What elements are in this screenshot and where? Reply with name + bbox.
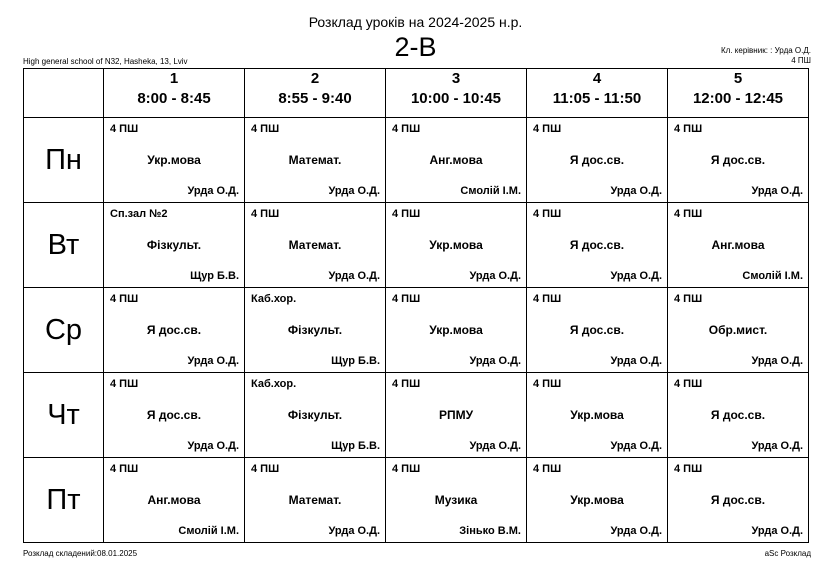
lesson-card xyxy=(386,373,526,457)
lesson-cell xyxy=(527,118,668,203)
lesson-room: 4 ПШ xyxy=(533,208,562,220)
lesson-subject: Музика xyxy=(434,493,478,507)
lesson-subject: Математ. xyxy=(288,153,342,167)
lesson-subject: Математ. xyxy=(288,493,342,507)
lesson-subject: Укр.мова xyxy=(429,323,483,337)
class-name: 2-В xyxy=(394,32,437,62)
lesson-cell xyxy=(527,458,668,543)
created-date: Розклад складений:08.01.2025 xyxy=(23,549,138,558)
lesson-card xyxy=(386,203,526,287)
homeroom-teacher: Кл. керівник: : Урда О.Д. xyxy=(721,46,811,55)
period-number: 4 xyxy=(592,70,602,87)
lesson-subject: Анг.мова xyxy=(711,238,765,252)
lesson-room: Каб.хор. xyxy=(251,378,297,390)
lesson-card xyxy=(668,458,808,542)
period-number: 5 xyxy=(733,70,743,87)
lesson-card xyxy=(104,118,244,202)
day-label: Пт xyxy=(24,458,104,543)
lesson-card xyxy=(527,203,667,287)
lesson-card xyxy=(527,458,667,542)
lesson-cell xyxy=(527,203,668,288)
lesson-teacher: Урда О.Д. xyxy=(328,185,380,197)
lesson-cell xyxy=(104,373,245,458)
day-label: Пн xyxy=(24,118,104,203)
lesson-subject: Анг.мова xyxy=(429,153,483,167)
day-row xyxy=(24,118,809,203)
lesson-room: 4 ПШ xyxy=(392,378,421,390)
lesson-card xyxy=(386,118,526,202)
lesson-card xyxy=(245,458,385,542)
lesson-room: 4 ПШ xyxy=(251,463,280,475)
lesson-teacher: Урда О.Д. xyxy=(328,525,380,537)
period-header xyxy=(527,69,668,118)
lesson-subject: Фізкульт. xyxy=(146,238,202,252)
lesson-teacher: Урда О.Д. xyxy=(469,440,521,452)
lesson-room: Сп.зал №2 xyxy=(110,208,168,220)
lesson-subject: Я дос.св. xyxy=(569,323,625,337)
lesson-card xyxy=(104,203,244,287)
lesson-room: 4 ПШ xyxy=(533,463,562,475)
lesson-room: 4 ПШ xyxy=(533,378,562,390)
homeroom-room: 4 ПШ xyxy=(791,56,811,65)
lesson-card xyxy=(245,373,385,457)
lesson-cell xyxy=(386,373,527,458)
lesson-teacher: Урда О.Д. xyxy=(751,185,803,197)
lesson-room: 4 ПШ xyxy=(533,293,562,305)
lesson-teacher: Щур Б.В. xyxy=(190,270,239,282)
lesson-teacher: Урда О.Д. xyxy=(469,270,521,282)
lesson-subject: РПМУ xyxy=(438,408,474,422)
lesson-card xyxy=(527,118,667,202)
day-row xyxy=(24,288,809,373)
lesson-teacher: Урда О.Д. xyxy=(187,355,239,367)
lesson-room: 4 ПШ xyxy=(392,293,421,305)
lesson-subject: Укр.мова xyxy=(570,493,624,507)
lesson-subject: Я дос.св. xyxy=(710,493,766,507)
day-row xyxy=(24,373,809,458)
day-label: Ср xyxy=(24,288,104,373)
homeroom-teacher-block xyxy=(721,46,811,66)
period-header xyxy=(245,69,386,118)
lesson-room: 4 ПШ xyxy=(674,123,703,135)
period-time: 8:00 - 8:45 xyxy=(137,90,211,107)
lesson-cell xyxy=(245,373,386,458)
lesson-card xyxy=(527,288,667,372)
lesson-cell xyxy=(245,203,386,288)
lesson-card xyxy=(386,288,526,372)
lesson-subject: Я дос.св. xyxy=(146,408,202,422)
lesson-subject: Фізкульт. xyxy=(287,408,343,422)
lesson-card xyxy=(104,373,244,457)
lesson-room: 4 ПШ xyxy=(392,463,421,475)
lesson-subject: Математ. xyxy=(288,238,342,252)
lesson-room: 4 ПШ xyxy=(674,208,703,220)
lesson-teacher: Урда О.Д. xyxy=(469,355,521,367)
lesson-room: 4 ПШ xyxy=(392,208,421,220)
lesson-cell xyxy=(104,288,245,373)
lesson-teacher: Зінько В.М. xyxy=(459,525,521,537)
lesson-cell xyxy=(386,203,527,288)
period-time: 11:05 - 11:50 xyxy=(552,90,642,107)
lesson-cell xyxy=(527,373,668,458)
lesson-subject: Фізкульт. xyxy=(287,323,343,337)
lesson-teacher: Урда О.Д. xyxy=(610,440,662,452)
day-row xyxy=(24,458,809,543)
lesson-room: Каб.хор. xyxy=(251,293,297,305)
lesson-teacher: Смолій І.М. xyxy=(178,525,239,537)
period-header xyxy=(104,69,245,118)
lesson-card xyxy=(386,458,526,542)
period-header-row xyxy=(24,69,809,118)
lesson-teacher: Урда О.Д. xyxy=(328,270,380,282)
school-name: High general school of N32, Hasheka, 13, Lviv xyxy=(23,57,188,66)
lesson-teacher: Урда О.Д. xyxy=(751,525,803,537)
lesson-cell xyxy=(668,203,809,288)
lesson-cell xyxy=(527,288,668,373)
lesson-cell xyxy=(668,458,809,543)
lesson-cell xyxy=(668,288,809,373)
lesson-teacher: Смолій І.М. xyxy=(460,185,521,197)
lesson-room: 4 ПШ xyxy=(533,123,562,135)
lesson-subject: Анг.мова xyxy=(147,493,201,507)
period-number: 1 xyxy=(169,70,179,87)
lesson-room: 4 ПШ xyxy=(110,123,139,135)
lesson-teacher: Урда О.Д. xyxy=(751,440,803,452)
lesson-card xyxy=(245,118,385,202)
day-row xyxy=(24,203,809,288)
lesson-cell xyxy=(104,203,245,288)
lesson-room: 4 ПШ xyxy=(674,463,703,475)
lesson-card xyxy=(104,458,244,542)
lesson-subject: Укр.мова xyxy=(429,238,483,252)
lesson-subject: Укр.мова xyxy=(147,153,201,167)
lesson-subject: Я дос.св. xyxy=(569,238,625,252)
lesson-card xyxy=(668,118,808,202)
day-label: Чт xyxy=(24,373,104,458)
lesson-teacher: Урда О.Д. xyxy=(187,185,239,197)
period-time: 10:00 - 10:45 xyxy=(410,90,502,107)
lesson-room: 4 ПШ xyxy=(674,378,703,390)
lesson-cell xyxy=(386,118,527,203)
lesson-cell xyxy=(668,373,809,458)
lesson-cell xyxy=(245,288,386,373)
lesson-teacher: Щур Б.В. xyxy=(331,355,380,367)
lesson-cell xyxy=(386,458,527,543)
period-time: 12:00 - 12:45 xyxy=(692,90,784,107)
lesson-cell xyxy=(668,118,809,203)
lesson-teacher: Урда О.Д. xyxy=(610,185,662,197)
lesson-teacher: Урда О.Д. xyxy=(610,525,662,537)
period-number: 3 xyxy=(451,70,461,87)
period-header xyxy=(386,69,527,118)
lesson-subject: Я дос.св. xyxy=(710,408,766,422)
lesson-cell xyxy=(386,288,527,373)
lesson-teacher: Урда О.Д. xyxy=(187,440,239,452)
lesson-cell xyxy=(104,458,245,543)
lesson-teacher: Урда О.Д. xyxy=(610,270,662,282)
timetable-grid xyxy=(23,68,809,543)
lesson-room: 4 ПШ xyxy=(251,123,280,135)
corner-cell xyxy=(24,69,104,118)
lesson-teacher: Смолій І.М. xyxy=(742,270,803,282)
lesson-cell xyxy=(104,118,245,203)
lesson-subject: Обр.мист. xyxy=(708,323,768,337)
lesson-subject: Я дос.св. xyxy=(569,153,625,167)
lesson-subject: Укр.мова xyxy=(570,408,624,422)
lesson-card xyxy=(527,373,667,457)
lesson-card xyxy=(668,373,808,457)
period-header xyxy=(668,69,809,118)
software-name: aSc Розклад xyxy=(764,549,811,558)
timetable-body xyxy=(24,69,809,543)
period-time: 8:55 - 9:40 xyxy=(278,90,352,107)
lesson-cell xyxy=(245,118,386,203)
lesson-room: 4 ПШ xyxy=(110,293,139,305)
lesson-room: 4 ПШ xyxy=(251,208,280,220)
lesson-card xyxy=(104,288,244,372)
lesson-card xyxy=(245,203,385,287)
period-number: 2 xyxy=(310,70,320,87)
timetable-title: Розклад уроків на 2024-2025 н.р. xyxy=(308,14,523,30)
day-label: Вт xyxy=(24,203,104,288)
lesson-teacher: Урда О.Д. xyxy=(751,355,803,367)
lesson-cell xyxy=(245,458,386,543)
lesson-card xyxy=(668,203,808,287)
lesson-subject: Я дос.св. xyxy=(146,323,202,337)
lesson-card xyxy=(668,288,808,372)
lesson-room: 4 ПШ xyxy=(110,378,139,390)
lesson-card xyxy=(245,288,385,372)
lesson-subject: Я дос.св. xyxy=(710,153,766,167)
lesson-room: 4 ПШ xyxy=(110,463,139,475)
lesson-room: 4 ПШ xyxy=(392,123,421,135)
lesson-teacher: Урда О.Д. xyxy=(610,355,662,367)
lesson-teacher: Щур Б.В. xyxy=(331,440,380,452)
lesson-room: 4 ПШ xyxy=(674,293,703,305)
